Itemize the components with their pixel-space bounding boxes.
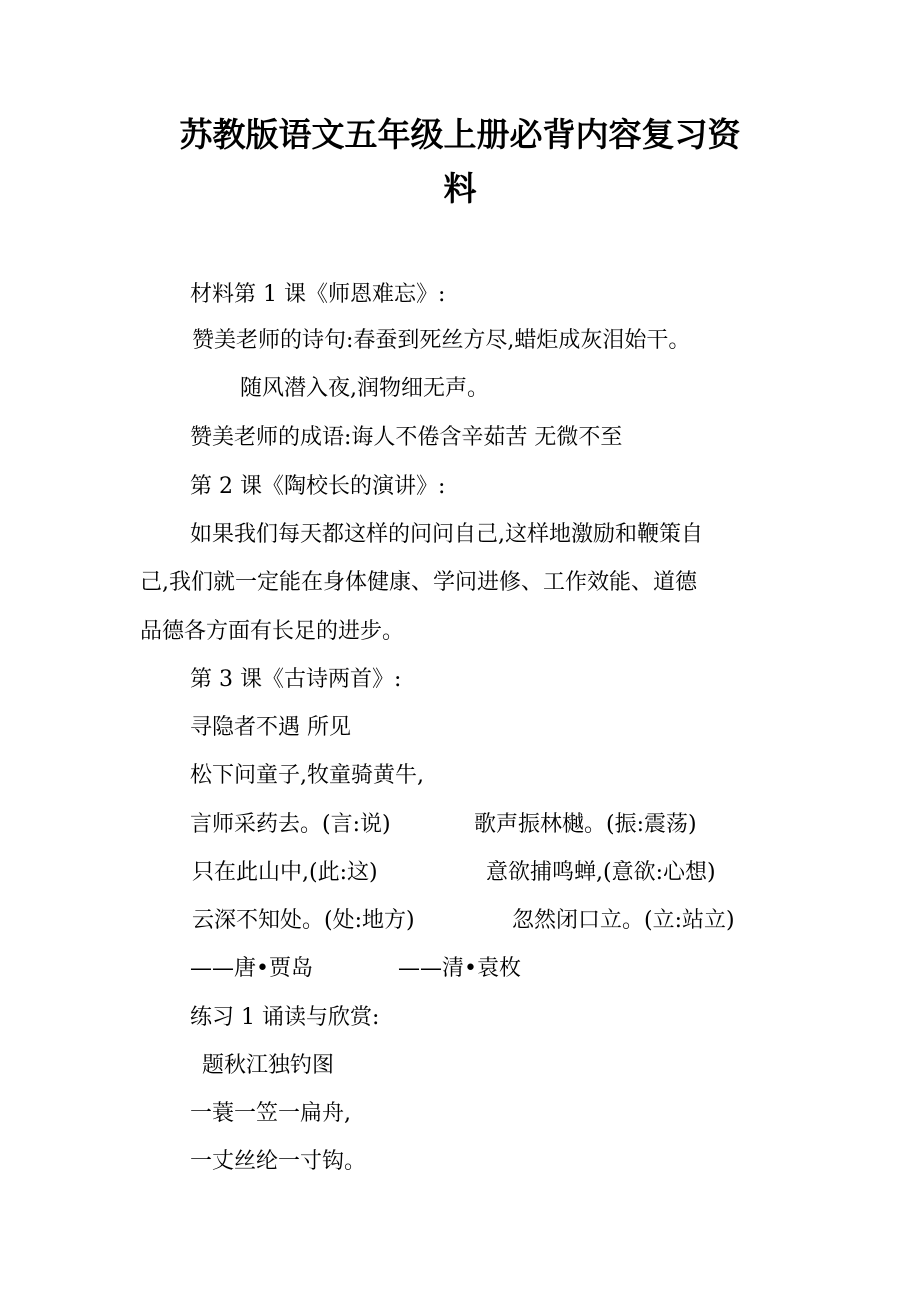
lesson1-poem-line-2: 随风潜入夜,润物细无声。: [240, 376, 489, 401]
lesson3-poem-line-4: [192, 906, 415, 936]
poem-a-line-2: 言师采药去。(言:说): [190, 812, 391, 837]
lesson3-poem-line-2b: [474, 810, 697, 840]
poem-a-line-3: 只在此山中,(此:这): [192, 860, 378, 885]
poem-b-line-4: 忽然闭口立。(立:站立): [512, 908, 735, 933]
poem-b-line-2: 歌声振林樾。(振:震荡): [474, 812, 697, 837]
lesson2-paragraph-line-3: 品德各方面有长足的进步。: [140, 619, 405, 644]
lesson3-poem-line-4b: [512, 906, 735, 936]
lesson3-poem-line-3: [192, 858, 378, 888]
document-title: [120, 108, 800, 216]
title-line-1: 苏教版语文五年级上册必背内容复习资: [179, 115, 741, 154]
lesson2-paragraph-line-2: 己,我们就一定能在身体健康、学问进修、工作效能、道德: [140, 570, 697, 595]
lesson3-heading: 第 3 课《古诗两首》:: [190, 667, 402, 692]
poem-b-line-3: 意欲捕鸣蝉,(意欲:心想): [486, 860, 716, 885]
lesson3-author-b: ——清•袁枚: [398, 956, 521, 981]
lesson1-poem-line: 赞美老师的诗句:春蚕到死丝方尽,蜡炬成灰泪始干。: [192, 328, 691, 353]
exercise1-heading: 练习 1 诵读与欣赏:: [190, 1005, 380, 1030]
lesson3-poem-titles: 寻隐者不遇 所见: [190, 715, 351, 740]
lesson3-poem-line-2: [190, 810, 391, 840]
exercise1-poem-line-2: 一丈丝纶一寸钩。: [190, 1149, 367, 1174]
poem-a-line-4: 云深不知处。(处:地方): [192, 908, 415, 933]
lesson2-heading: 第 2 课《陶校长的演讲》:: [190, 474, 446, 499]
lesson3-poem-line-3b: [486, 858, 716, 888]
lesson1-idioms: 赞美老师的成语:诲人不倦含辛茹苦 无微不至: [190, 425, 623, 450]
exercise1-poem-title: 题秋江独钓图: [202, 1053, 335, 1078]
lesson2-paragraph-line-1: 如果我们每天都这样的问问自己,这样地激励和鞭策自: [190, 522, 703, 547]
lesson3-poem-line-1: 松下问童子,牧童骑黄牛,: [190, 763, 424, 788]
lesson1-heading: 材料第 1 课《师恩难忘》:: [190, 282, 446, 307]
exercise1-poem-line-1: 一蓑一笠一扁舟,: [190, 1101, 351, 1126]
title-line-2: 料: [443, 169, 477, 208]
lesson3-author-a: ——唐•贾岛: [190, 956, 313, 981]
